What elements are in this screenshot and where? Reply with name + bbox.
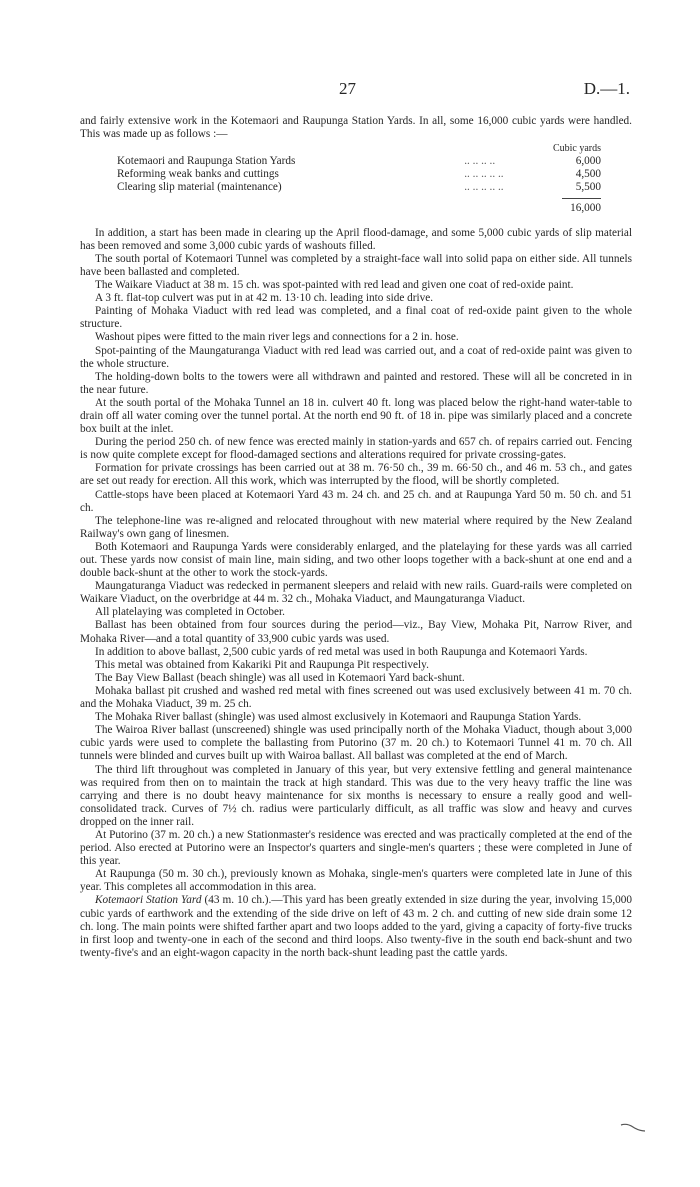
body-paragraph: During the period 250 ch. of new fence was erected mainly in station-yards and 657 ch. of repairs carried out. Fencing is now quite complete except for flood-damaged sections and alterations required for private crossing-gates. — [80, 436, 632, 462]
body-paragraph: In addition to above ballast, 2,500 cubic yards of red metal was used in both Raupunga and Kotemaori Yards. — [95, 645, 588, 658]
table-row — [117, 168, 601, 181]
leader-dots: .. .. .. .. — [464, 155, 496, 168]
row-label: Kotemaori and Raupunga Station Yards — [117, 155, 296, 168]
italic-heading: Kotemaori Station Yard — [95, 894, 202, 907]
table-row — [117, 155, 601, 168]
body-paragraph: At Raupunga (50 m. 30 ch.), previously known as Mohaka, single-men's quarters were completed late in June of this year. This completes all accommodation in this area. — [80, 868, 632, 894]
body-paragraph: The Waikare Viaduct at 38 m. 15 ch. was spot-painted with red lead and given one coat of red-oxide paint. — [95, 279, 574, 292]
leader-dots: .. .. .. .. .. — [464, 168, 504, 181]
body-paragraph: In addition, a start has been made in clearing up the April flood-damage, and some 5,000 cubic yards of slip material has been removed and some 3,000 cubic yards of washouts filled. — [80, 226, 632, 252]
body-paragraph: Both Kotemaori and Raupunga Yards were considerably enlarged, and the platelaying for these yards was all carried out. These yards now consist of main line, main siding, and two other loops together with a back-shunt at one end and a double back-shunt at the other to work the stock-yards. — [80, 540, 632, 580]
body-paragraph: Mohaka ballast pit crushed and washed red metal with fines screened out was used exclusively between 41 m. 70 ch. and the Mohaka Viaduct, 39 m. 25 ch. — [80, 684, 632, 711]
row-value: 5,500 — [575, 181, 601, 194]
row-label: Clearing slip material (maintenance) — [117, 181, 282, 194]
body-paragraph: At Putorino (37 m. 20 ch.) a new Stationmaster's residence was erected and was practically completed at the end of the period. Also erected at Putorino were an Inspector's quarters and single-men's quarters ; these were completed in June of this year. — [80, 828, 632, 868]
body-paragraph: The Wairoa River ballast (unscreened) shingle was used principally north of the Mohaka Viaduct, though about 3,000 cubic yards were used to complete the ballasting from Putorino (37 m. 20 ch.) to Kotemaori Tunnel 41 m. 70 ch. All tunnels were blinded and curves built up with Wairoa ballast. All ballast was completed at the end of March. — [80, 724, 632, 763]
body-paragraph — [80, 894, 632, 959]
document-reference: D.—1. — [583, 79, 630, 98]
table-total: 16,000 — [562, 198, 601, 215]
body-paragraph: A 3 ft. flat-top culvert was put in at 42 m. 13·10 ch. leading into side drive. — [95, 292, 434, 305]
row-value: 6,000 — [575, 155, 601, 168]
body-paragraph: Cattle-stops have been placed at Kotemaori Yard 43 m. 24 ch. and 25 ch. and at Raupunga Yard 50 m. 50 ch. and 51 ch. — [80, 488, 632, 514]
paragraph-text: (43 m. 10 ch.).—This yard has been greatly extended in size during the year, involving 15,000 cubic yards of earthwork and the extending of the side drive on left of 43 m. 2 ch. and cutting of new side drain some 12 ch. long. The main points were shifted farther apart and two loops added to the yard, giving a capacity of forty-five trucks in first loop and twenty-one in each of the second and third loops. Also twenty-five in the south end back-shunt and two twenty-five's and an eight-wagon capacity in the north back-shunt leading past the cattle yards. — [80, 894, 633, 959]
body-paragraph: The Mohaka River ballast (shingle) was used almost exclusively in Kotemaori and Raupunga Station Yards. — [95, 711, 582, 724]
body-paragraph: The telephone-line was re-aligned and relocated throughout with new material where required by the New Zealand Railway's own gang of linesmen. — [80, 514, 632, 540]
body-paragraph: Washout pipes were fitted to the main river legs and connections for a 2 in. hose. — [95, 331, 459, 344]
leader-dots: .. .. .. .. .. — [464, 181, 504, 194]
body-paragraph: All platelaying was completed in October. — [95, 606, 285, 619]
body-paragraph: Maungaturanga Viaduct was redecked in permanent sleepers and relaid with new rails. Guard-rails were completed on Waikare Viaduct, on the overbridge at 44 m. 32 ch., Mohaka Viaduct, and Maungaturanga Viaduct. — [80, 580, 632, 606]
body-paragraph: The Bay View Ballast (beach shingle) was all used in Kotemaori Yard back-shunt. — [95, 671, 465, 684]
paragraph-list — [80, 227, 632, 895]
row-label: Reforming weak banks and cuttings — [117, 168, 279, 181]
body-paragraph: This metal was obtained from Kakariki Pit and Raupunga Pit respectively. — [95, 658, 429, 671]
body-paragraph: Painting of Mohaka Viaduct with red lead was completed, and a final coat of red-oxide paint given to the whole structure. — [80, 305, 632, 331]
body-paragraph: Formation for private crossings has been carried out at 38 m. 76·50 ch., 39 m. 66·50 ch., and 46 m. 53 ch., and gates are set out ready for erection. All this work, which was interrupted by the flood, will be shortly completed. — [80, 462, 632, 488]
unit-heading: Cubic yards — [552, 143, 601, 155]
body-paragraph: The holding-down bolts to the towers were all withdrawn and painted and restored. These will all be concreted in in the near future. — [80, 370, 632, 396]
end-mark-icon — [620, 1122, 646, 1134]
table-row — [117, 181, 601, 194]
document-body — [80, 115, 632, 960]
table-total-row — [117, 195, 601, 215]
body-paragraph: The south portal of Kotemaori Tunnel was completed by a straight-face wall into solid papa on either side. All tunnels have been ballasted and completed. — [80, 252, 632, 278]
body-paragraph: Spot-painting of the Maungaturanga Viaduct with red lead was carried out, and a coat of red-oxide paint was given to the whole structure. — [80, 344, 632, 370]
body-paragraph: The third lift throughout was completed in January of this year, but very extensive fettling and general maintenance was required from then on to maintain the track at high standard. This was due to the very heavy traffic the line was carrying and there is no doubt heavy maintenance for six months is necessary to ensure a really good and well-consolidated track. Curves of 7½ ch. radius were particularly difficult, as all traffic was slow and heavy and curves dropped on the inner rail. — [80, 763, 632, 828]
intro-paragraph: and fairly extensive work in the Kotemaori and Raupunga Station Yards. In all, some 16,000 cubic yards were handled. This was made up as follows :— — [80, 115, 632, 141]
row-value: 4,500 — [575, 168, 601, 181]
cubic-yards-table — [117, 142, 601, 214]
body-paragraph: Ballast has been obtained from four sources during the period—viz., Bay View, Mohaka Pit, Narrow River, and Mohaka River—and a total quantity of 33,900 cubic yards was used. — [80, 619, 632, 645]
body-paragraph: At the south portal of the Mohaka Tunnel an 18 in. culvert 40 ft. long was placed below the right-hand water-table to drain off all water coming over the tunnel portal. At the north end 90 ft. of 18 in. pipe was similarly placed and a concrete box built at the inlet. — [80, 396, 632, 436]
page-header — [0, 79, 700, 103]
page-number: 27 — [339, 79, 356, 98]
